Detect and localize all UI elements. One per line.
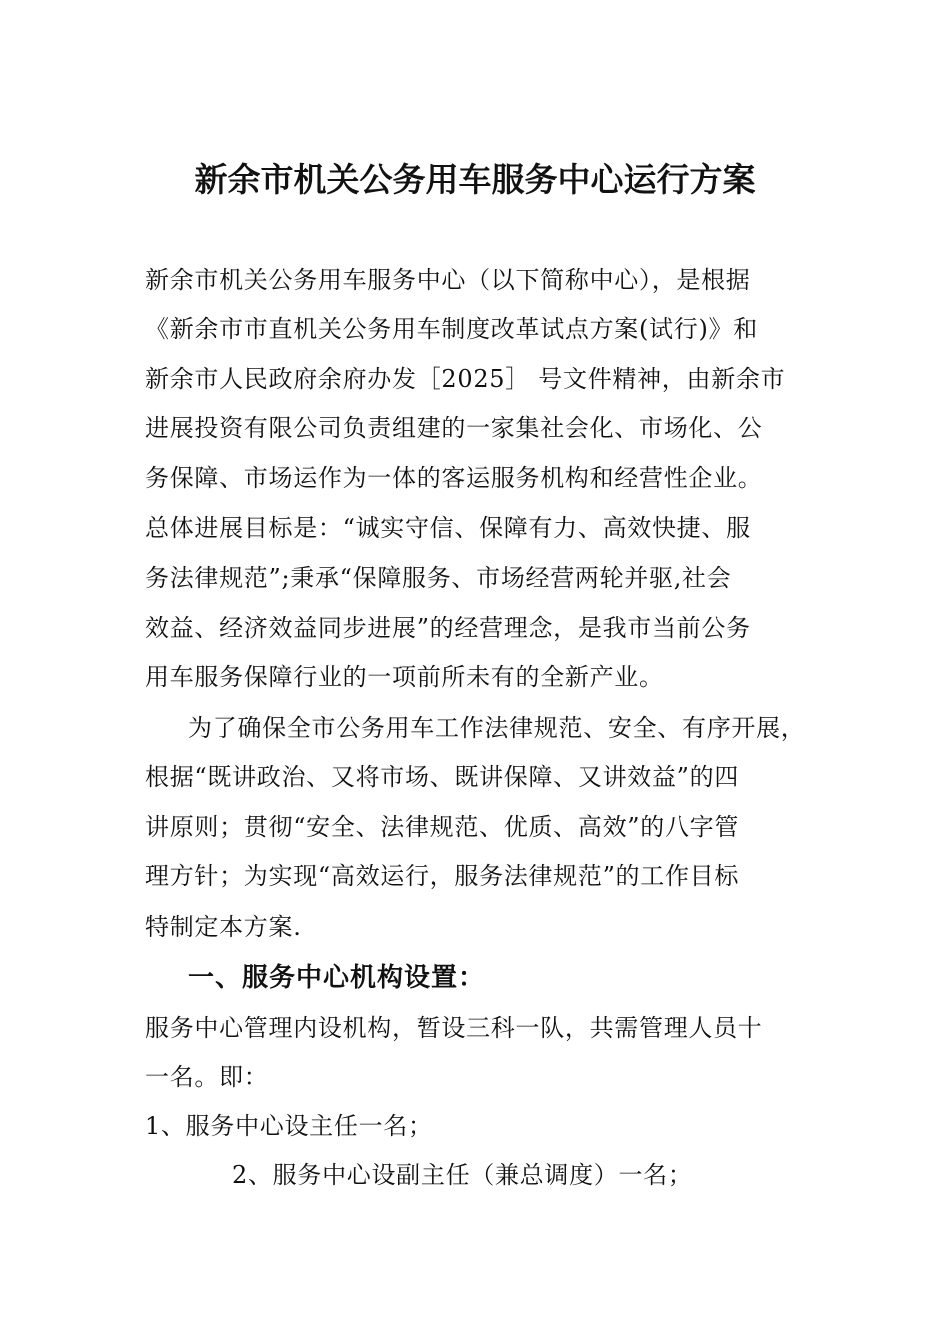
paragraph-line: 为了确保全市公务用车工作法律规范、安全、有序开展， (188, 714, 806, 742)
paragraph-line: 新余市机关公务用车服务中心（以下简称中心），是根据 (145, 266, 751, 294)
paragraph-line: 讲原则；贯彻“安全、法律规范、优质、高效”的八字管 (145, 813, 740, 841)
list-item: 1、服务中心设主任一名； (145, 1112, 433, 1140)
list-item: 2、服务中心设副主任（兼总调度）一名； (232, 1161, 693, 1189)
paragraph-line: 新余市人民政府余府办发［2025］ 号文件精神，由新余市 (145, 365, 786, 393)
paragraph-line: 务保障、市场运作为一体的客运服务机构和经营性企业。 (145, 464, 763, 492)
paragraph-line: 一名。即： (145, 1063, 269, 1091)
paragraph-line: 服务中心管理内设机构，暂设三科一队，共需管理人员十 (145, 1014, 763, 1042)
paragraph-line: 用车服务保障行业的一项前所未有的全新产业。 (145, 663, 664, 691)
paragraph-line: 理方针；为实现“高效运行，服务法律规范”的工作目标 (145, 862, 740, 890)
paragraph-line: 进展投资有限公司负责组建的一家集社会化、市场化、公 (145, 414, 763, 442)
paragraph-line: 根据“既讲政治、又将市场、既讲保障、又讲效益”的四 (145, 763, 740, 791)
paragraph-line: 《新余市市直机关公务用车制度改革试点方案(试行)》和 (145, 315, 758, 343)
section-heading: 一、服务中心机构设置： (188, 963, 486, 993)
paragraph-line: 效益、经济效益同步进展”的经营理念，是我市当前公务 (145, 614, 751, 642)
document-title: 新余市机关公务用车服务中心运行方案 (194, 160, 756, 199)
paragraph-line: 务法律规范”;秉承“保障服务、市场经营两轮并驱,社会 (145, 564, 732, 592)
paragraph-line: 总体进展目标是：“诚实守信、保障有力、高效快捷、服 (145, 514, 751, 542)
paragraph-line: 特制定本方案. (145, 913, 302, 941)
